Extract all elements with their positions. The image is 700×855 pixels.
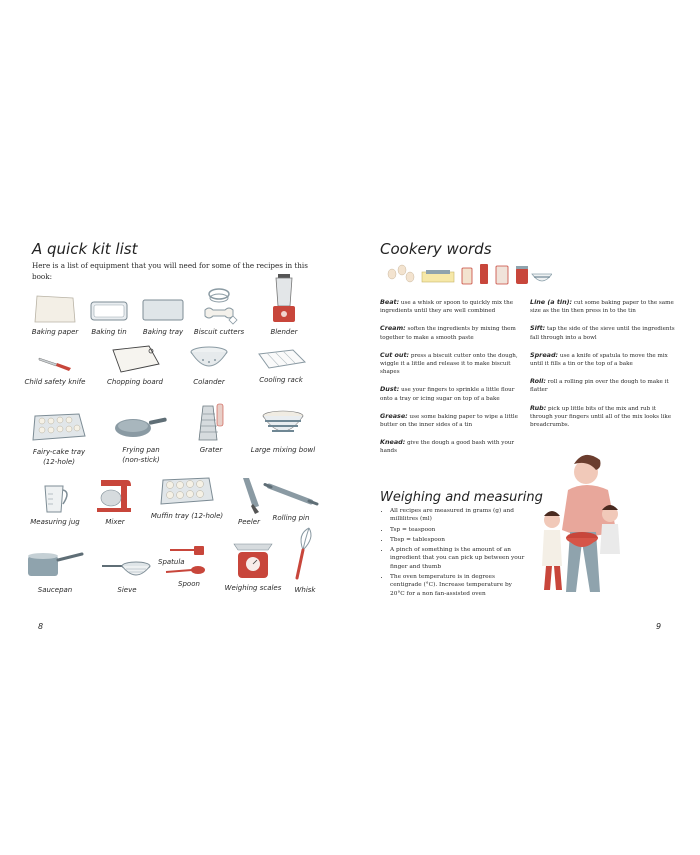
kit-item-mixing-bowl bbox=[246, 408, 320, 454]
kit-item-cooling-rack bbox=[244, 344, 318, 384]
blender-icon bbox=[264, 272, 304, 326]
sieve-icon bbox=[94, 554, 160, 584]
bowl-icon bbox=[532, 274, 552, 281]
cookery-word: Dust: use your fingers to sprinkle a little flour onto a tray or icing sugar on top of a bake bbox=[380, 385, 515, 402]
mixer-icon bbox=[91, 474, 139, 516]
kit-item-colander bbox=[172, 342, 246, 386]
family-cooking-illustration bbox=[530, 450, 670, 610]
weighing-item: • All recipes are measured in grams (g) and millilitres (ml) bbox=[390, 507, 525, 524]
kit-item-label: Chopping board bbox=[107, 378, 163, 386]
cookery-word: Sift: tap the side of the sieve until the ingredients fall through into a bowl bbox=[530, 324, 675, 341]
eggs-icon bbox=[388, 265, 414, 282]
kit-item-label: Frying pan bbox=[122, 446, 160, 454]
weighing-list bbox=[380, 507, 525, 600]
kit-item-saucepan bbox=[18, 550, 92, 594]
kit-item-biscuit-cutters bbox=[182, 286, 256, 336]
kit-item-label: Fairy-cake tray bbox=[32, 448, 86, 456]
cookery-words-title: Cookery words bbox=[380, 240, 492, 258]
kit-item-label: Whisk bbox=[294, 586, 316, 594]
muffin-tray-icon bbox=[157, 472, 217, 510]
kit-item-label: Baking paper bbox=[31, 328, 79, 336]
grater-icon bbox=[191, 400, 231, 444]
kit-item-label: Measuring jug bbox=[30, 518, 80, 526]
sugar-bag-icon bbox=[496, 266, 508, 284]
cookery-word: Spread: use a knife of spatula to move the mix until it fills a tin or the top of a bake bbox=[530, 350, 668, 368]
weighing-item: • Tbsp = tablespoon bbox=[390, 536, 525, 544]
weighing-item: • Tsp = teaspoon bbox=[390, 526, 525, 534]
kit-item-label: Grater bbox=[199, 446, 223, 454]
cookery-word: Cream: soften the ingredients by mixing them together to make a smooth paste bbox=[380, 324, 516, 341]
page-number: 9 bbox=[656, 622, 662, 631]
kit-item-label: Sieve bbox=[117, 586, 137, 594]
child-figure-right bbox=[600, 505, 620, 554]
spoon-label: Spoon bbox=[178, 580, 200, 588]
kit-item-label: Baking tin bbox=[91, 328, 127, 336]
kit-item-label: Blender bbox=[270, 328, 298, 336]
kit-list-title: A quick kit list bbox=[32, 240, 138, 258]
kit-item-label: Rolling pin bbox=[272, 514, 310, 522]
kit-item-label: Mixer bbox=[105, 518, 125, 526]
cookery-word: Grease: use some baking paper to wipe a little butter on the inner sides of a tin bbox=[380, 411, 518, 429]
measuring-jug-icon bbox=[31, 482, 79, 516]
kit-item-label: Peeler bbox=[238, 518, 260, 526]
left-page bbox=[24, 222, 347, 642]
bottle-icon bbox=[480, 264, 488, 284]
weighing-title: Weighing and measuring bbox=[380, 490, 543, 505]
kit-item-label: Saucepan bbox=[37, 586, 73, 594]
jam-jar-icon bbox=[516, 266, 528, 284]
kit-item-label: Biscuit cutters bbox=[193, 328, 245, 336]
frying-pan-icon bbox=[111, 410, 171, 444]
kit-item-knife bbox=[18, 350, 92, 386]
kit-item-whisk bbox=[268, 524, 342, 594]
whisk-icon bbox=[285, 524, 325, 584]
ingredients-illustration bbox=[382, 260, 552, 288]
kit-item-mixer bbox=[78, 474, 152, 526]
kit-item-label: Large mixing bowl bbox=[250, 446, 316, 454]
cookery-word: Line (a tin): cut some baking paper to the same size as the tin then press in to the tin bbox=[530, 298, 674, 315]
kit-item-fairy-cake-tray bbox=[22, 408, 96, 466]
kit-item-label: Child safety knife bbox=[24, 378, 86, 386]
cookery-word: Beat: use a whisk or spoon to quickly mix the ingredients until they are well combined bbox=[380, 298, 514, 315]
kit-item-label: Weighing scales bbox=[224, 584, 282, 592]
kit-item-label: Baking tray bbox=[142, 328, 184, 336]
right-page bbox=[380, 222, 680, 642]
mixing-bowl-icon bbox=[255, 408, 311, 444]
biscuit-cutters-icon bbox=[195, 286, 243, 326]
fairy-cake-tray-icon bbox=[29, 408, 89, 446]
kit-item-label-extra: (12-hole) bbox=[43, 458, 75, 466]
saucepan-icon bbox=[22, 550, 88, 584]
cooling-rack-icon bbox=[253, 344, 309, 374]
kit-item-chopping-board bbox=[98, 340, 172, 386]
kit-item-grater bbox=[174, 400, 248, 454]
spatula-label: Spatula bbox=[158, 558, 185, 566]
kit-item-rolling-pin bbox=[254, 478, 328, 522]
weighing-item: • A pinch of something is the amount of an ingredient that you can pick up between your finger and thumb bbox=[390, 546, 525, 571]
baking-tray-icon bbox=[139, 292, 187, 326]
cookery-word: Cut out: press a biscuit cutter onto the dough, wiggle it a little and release it to make biscuit shapes bbox=[380, 350, 518, 376]
cookery-word: Roll: roll a rolling pin over the dough to make it flatter bbox=[530, 377, 669, 394]
cookery-words-column-left bbox=[380, 298, 525, 465]
kit-list-intro: Here is a list of equipment that you will need for some of the recipes in this book: bbox=[32, 261, 308, 281]
kit-item-blender bbox=[247, 272, 321, 336]
child-figure-left bbox=[542, 511, 562, 590]
knife-icon bbox=[31, 350, 79, 376]
cookery-words-column-right bbox=[530, 298, 675, 438]
weighing-item: • The oven temperature is in degrees centigrade (°C). Increase temperature by 20°C for a non fan-assisted oven bbox=[390, 573, 525, 598]
chopping-board-icon bbox=[107, 340, 163, 376]
cookery-word: Knead: give the dough a good bash with your hands bbox=[380, 438, 515, 455]
butter-icon bbox=[422, 270, 454, 282]
kit-item-label-extra: (non-stick) bbox=[122, 456, 160, 464]
kit-item-label: Colander bbox=[193, 378, 225, 386]
cookery-word: Rub: pick up little bits of the mix and rub it through your fingers until all of the mix looks like breadcrumbs. bbox=[530, 403, 672, 429]
rolling-pin-icon bbox=[261, 478, 321, 512]
kit-item-spatula-spoon bbox=[152, 544, 226, 588]
kit-item-label: Muffin tray (12-hole) bbox=[150, 512, 224, 520]
kit-item-label: Cooling rack bbox=[259, 376, 303, 384]
colander-icon bbox=[185, 342, 233, 376]
adult-figure bbox=[562, 455, 616, 592]
jar-icon bbox=[462, 268, 472, 284]
kit-item-frying-pan bbox=[104, 410, 178, 464]
page-number: 8 bbox=[38, 622, 44, 631]
